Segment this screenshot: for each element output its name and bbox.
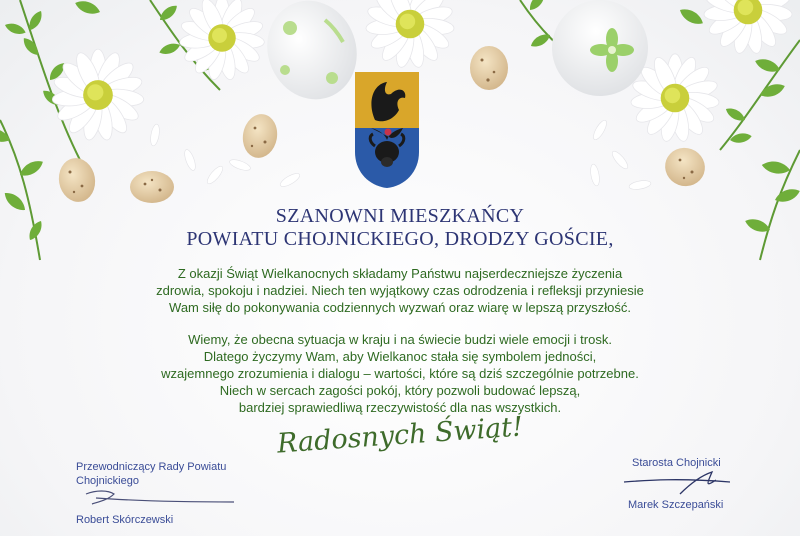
right-signatory-name: Marek Szczepański <box>628 499 724 511</box>
left-handwritten-signature <box>84 486 244 510</box>
left-signatory-role <box>76 460 226 488</box>
paragraph-1-line: Wam siłę do pokonywania codziennych wyzwań oraz wiarę w lepszą przyszłość. <box>169 300 631 315</box>
paragraph-2-line: bardziej sprawiedliwą rzeczywistość dla nas wszystkich. <box>238 400 562 415</box>
paragraph-2-line: wzajemnego zrozumienia i dialogu – wartości, które są dziś szczególnie potrzebne. <box>161 366 639 381</box>
left-role-line-1: Przewodniczący Rady Powiatu <box>76 461 227 473</box>
daisy-icon <box>52 0 793 143</box>
paragraph-1-line: Z okazji Świąt Wielkanocnych składamy Państwu najserdeczniejsze życzenia <box>177 266 623 281</box>
left-signatory-name: Robert Skórczewski <box>76 514 174 526</box>
greeting-line-2: POWIATU CHOJNICKIEGO, DRODZY GOŚCIE, <box>186 228 614 250</box>
paragraph-2-line: Niech w sercach zagości pokój, który pozwoli budować lepszą, <box>219 383 581 398</box>
paragraph-1 <box>110 265 690 316</box>
left-role-line-2: Chojnickiego <box>76 475 139 487</box>
closing-wish: Radosnych Świąt! <box>276 411 524 460</box>
paragraph-2 <box>110 331 690 416</box>
greeting-line-1: SZANOWNI MIESZKAŃCY <box>275 205 525 227</box>
paragraph-2-line: Wiemy, że obecna sytuacja w kraju i na świecie budzi wiele emocji i trosk. <box>188 332 612 347</box>
right-handwritten-signature <box>620 468 740 498</box>
paragraph-2-line: Dlatego życzymy Wam, aby Wielkanoc stała się symbolem jedności, <box>203 349 597 364</box>
right-signatory-role: Starosta Chojnicki <box>632 457 721 469</box>
paragraph-1-line: zdrowia, spokoju i nadziei. Niech ten wyjątkowy czas odrodzenia i refleksji przyniesie <box>156 283 644 298</box>
coat-of-arms-icon <box>355 72 419 188</box>
